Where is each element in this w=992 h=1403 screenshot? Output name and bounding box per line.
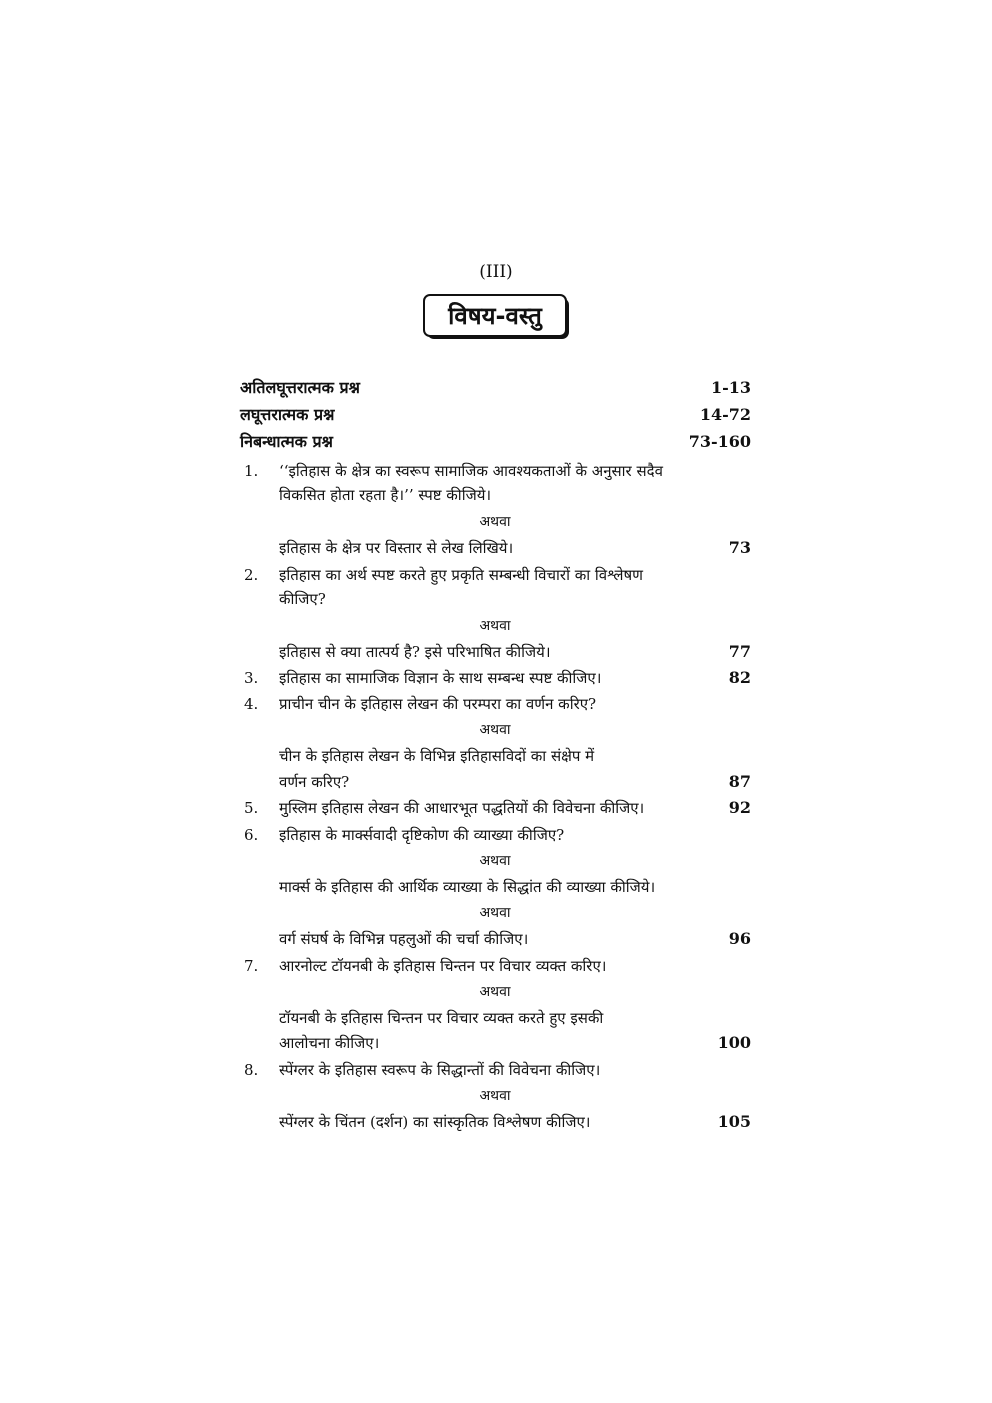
section-pages: 1-13 bbox=[710, 378, 751, 397]
question-page: 73 bbox=[728, 538, 751, 557]
question-text: आरनोल्ट टॉयनबी के इतिहास चिन्तन पर विचार व्यक्त करिए। bbox=[279, 957, 607, 975]
question-number: 8. bbox=[244, 1061, 259, 1079]
question-text: स्पेंग्लर के इतिहास स्वरूप के सिद्धान्तों की विवेचना कीजिए। bbox=[279, 1061, 601, 1079]
question-text: कीजिए? bbox=[279, 590, 326, 608]
question-page: 77 bbox=[728, 642, 751, 661]
contents-title-text: विषय-वस्तु bbox=[423, 294, 567, 337]
question-number: 3. bbox=[244, 669, 259, 687]
question-text: ‘‘इतिहास के क्षेत्र का स्वरूप सामाजिक आवश्यकताओं के अनुसार सदैव bbox=[279, 462, 663, 480]
alt-question-text: स्पेंग्लर के चिंतन (दर्शन) का सांस्कृतिक विश्लेषण कीजिए। bbox=[279, 1113, 591, 1131]
contents-title bbox=[423, 294, 571, 341]
question-number: 5. bbox=[244, 799, 259, 817]
question-number: 6. bbox=[244, 826, 259, 844]
alt-question-text: चीन के इतिहास लेखन के विभिन्न इतिहासविदों का संक्षेप में bbox=[279, 747, 595, 765]
section-label: लघूत्तरात्मक प्रश्न bbox=[240, 405, 335, 424]
question-text: प्राचीन चीन के इतिहास लेखन की परम्परा का वर्णन करिए? bbox=[279, 695, 597, 713]
alt-question-text: वर्ग संघर्ष के विभिन्न पहलुओं की चर्चा कीजिए। bbox=[279, 930, 529, 948]
question-page: 105 bbox=[717, 1112, 751, 1131]
or-label: अथवा bbox=[479, 853, 511, 869]
question-page: 96 bbox=[728, 929, 751, 948]
question-page: 100 bbox=[717, 1033, 751, 1052]
section-pages: 14-72 bbox=[699, 405, 751, 424]
question-page: 92 bbox=[728, 798, 751, 817]
page-number: (III) bbox=[479, 262, 513, 282]
question-page: 87 bbox=[728, 772, 751, 791]
alt-question-text: इतिहास से क्या तात्पर्य है? इसे परिभाषित कीजिये। bbox=[279, 643, 551, 661]
section-label: अतिलघूत्तरात्मक प्रश्न bbox=[240, 378, 360, 397]
alt-question-text: वर्णन करिए? bbox=[279, 773, 350, 791]
or-label: अथवा bbox=[479, 905, 511, 921]
alt-question-text: इतिहास के क्षेत्र पर विस्तार से लेख लिखिये। bbox=[279, 539, 514, 557]
or-label: अथवा bbox=[479, 618, 511, 634]
question-text: इतिहास का सामाजिक विज्ञान के साथ सम्बन्ध स्पष्ट कीजिए। bbox=[279, 669, 602, 687]
question-page: 82 bbox=[728, 668, 751, 687]
question-text: इतिहास का अर्थ स्पष्ट करते हुए प्रकृति सम्बन्धी विचारों का विश्लेषण bbox=[279, 566, 643, 584]
question-text: इतिहास के मार्क्सवादी दृष्टिकोण की व्याख्या कीजिए? bbox=[279, 826, 565, 844]
or-label: अथवा bbox=[479, 514, 511, 530]
question-number: 2. bbox=[244, 566, 259, 584]
alt-question-text: मार्क्स के इतिहास की आर्थिक व्याख्या के सिद्धांत की व्याख्या कीजिये। bbox=[279, 878, 656, 896]
section-pages: 73-160 bbox=[688, 432, 751, 451]
or-label: अथवा bbox=[479, 1088, 511, 1104]
section-label: निबन्धात्मक प्रश्न bbox=[240, 432, 333, 451]
question-text: मुस्लिम इतिहास लेखन की आधारभूत पद्धतियों की विवेचना कीजिए। bbox=[279, 799, 645, 817]
question-number: 1. bbox=[244, 462, 259, 480]
question-number: 4. bbox=[244, 695, 259, 713]
alt-question-text: आलोचना कीजिए। bbox=[279, 1034, 380, 1052]
or-label: अथवा bbox=[479, 984, 511, 1000]
or-label: अथवा bbox=[479, 722, 511, 738]
alt-question-text: टॉयनबी के इतिहास चिन्तन पर विचार व्यक्त करते हुए इसकी bbox=[279, 1009, 604, 1027]
question-number: 7. bbox=[244, 957, 259, 975]
question-text: विकसित होता रहता है।’’ स्पष्ट कीजिये। bbox=[279, 486, 492, 504]
